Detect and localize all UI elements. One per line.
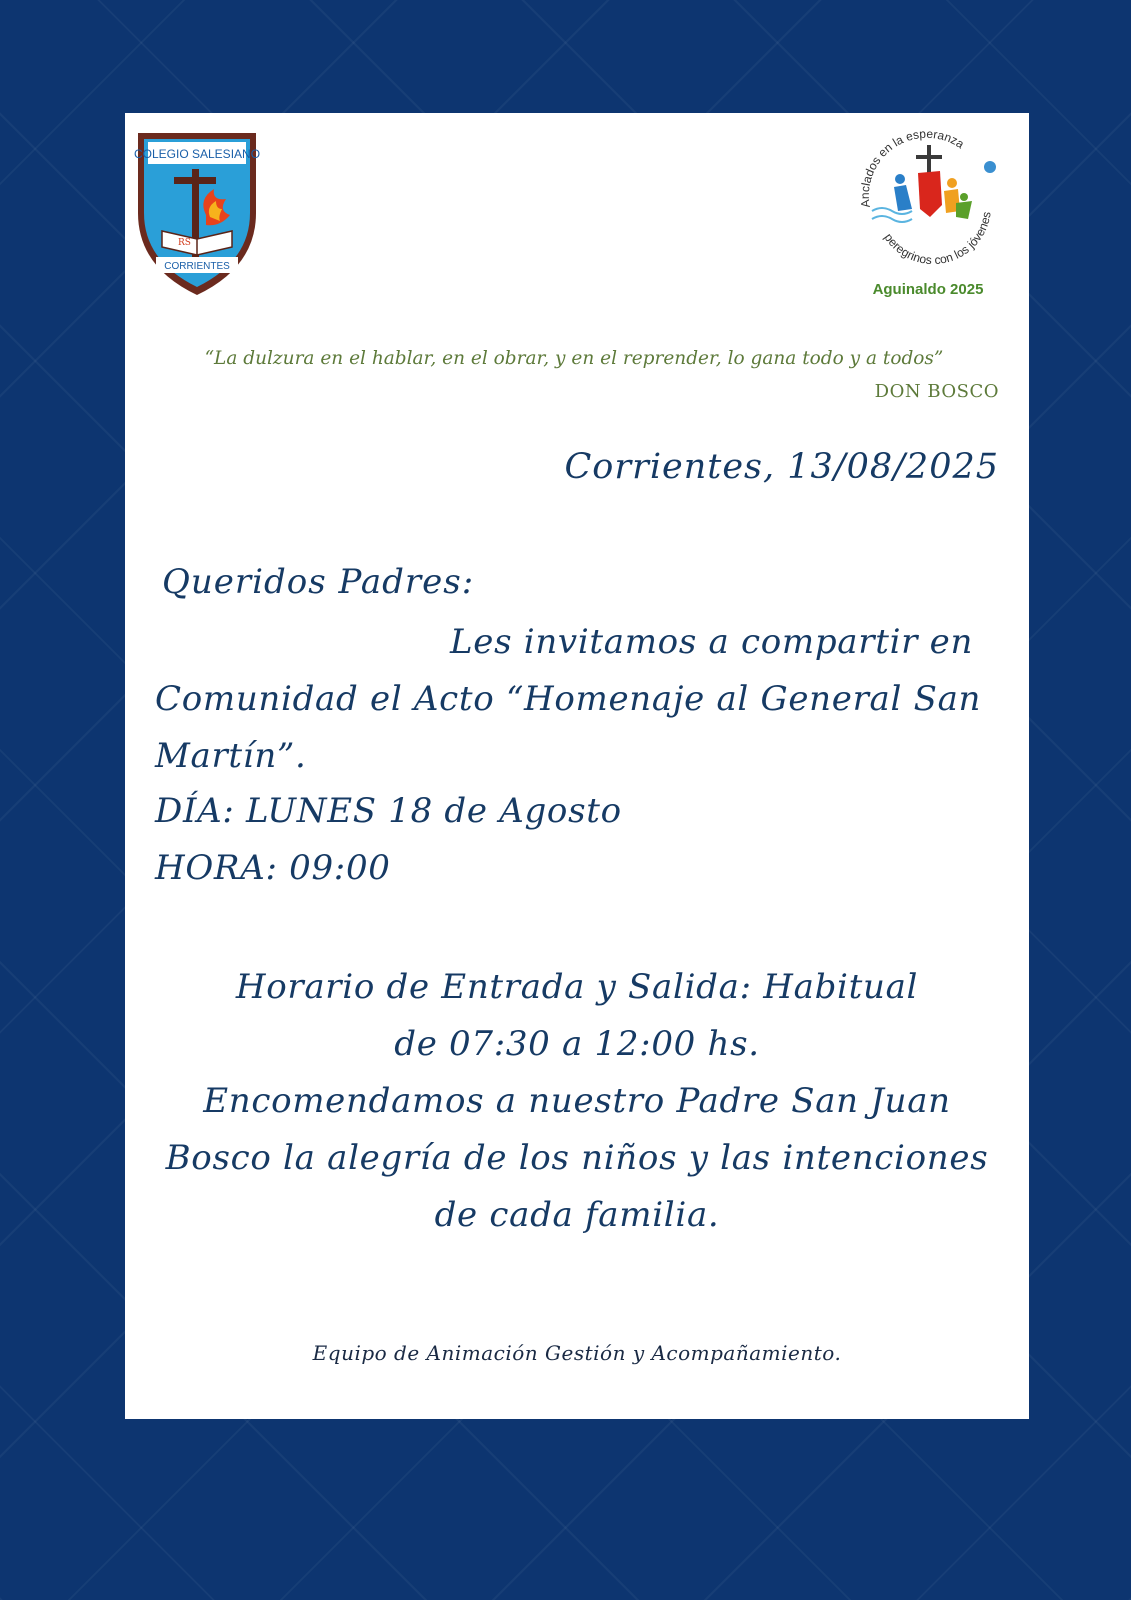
- event-day: DÍA: LUNES 18 de Agosto: [155, 791, 622, 831]
- place-and-date: Corrientes, 13/08/2025: [564, 447, 999, 487]
- schedule-line: Encomendamos a nuestro Padre San Juan: [203, 1081, 951, 1121]
- aguinaldo-2025-logo: [848, 125, 1008, 307]
- colegio-salesiano-crest-logo: [134, 129, 260, 297]
- invitation-line: Martín”.: [155, 736, 307, 776]
- invitation-line: Les invitamos a compartir en: [450, 622, 974, 662]
- invitation-line: Comunidad el Acto “Homenaje al General San: [155, 679, 982, 719]
- invitation-paragraph: [155, 614, 995, 785]
- schedule-line: Bosco la alegría de los niños y las intenciones: [165, 1138, 989, 1178]
- aguinaldo-arc-top-text: Anclados en la esperanza: [857, 126, 967, 209]
- crest-top-text: COLEGIO SALESIANO: [134, 147, 260, 161]
- schedule-line: Horario de Entrada y Salida: Habitual: [235, 967, 919, 1007]
- invitation-card: [125, 113, 1029, 1419]
- signature: Equipo de Animación Gestión y Acompañamiento.: [312, 1341, 842, 1365]
- event-time: HORA: 09:00: [155, 848, 391, 888]
- aguinaldo-year-label: Aguinaldo 2025: [872, 281, 984, 298]
- don-bosco-quote: “La dulzura en el hablar, en el obrar, y en el reprender, lo gana todo y a todos”: [204, 348, 944, 369]
- svg-text:RS: RS: [178, 238, 191, 248]
- schedule-line: de cada familia.: [434, 1195, 720, 1235]
- greeting: Queridos Padres:: [162, 562, 475, 602]
- aguinaldo-arc-bottom-text: peregrinos con los jóvenes: [881, 210, 994, 268]
- schedule-line: de 07:30 a 12:00 hs.: [394, 1024, 760, 1064]
- quote-author: DON BOSCO: [874, 381, 999, 402]
- schedule-paragraph: [145, 959, 1009, 1244]
- crest-bottom-text: CORRIENTES: [164, 261, 230, 272]
